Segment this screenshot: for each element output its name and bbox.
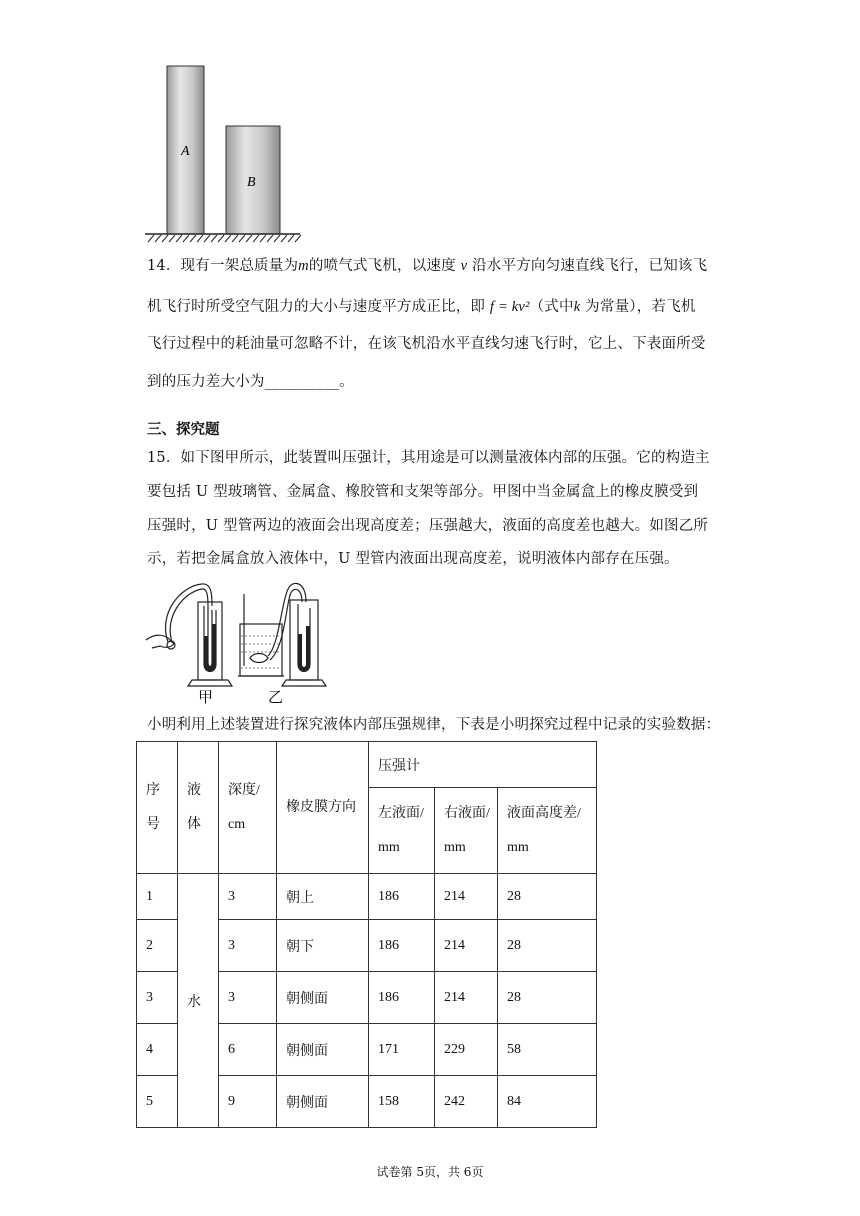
q14-line-2: 机飞行时所受空气阻力的大小与速度平方成正比，即 f = kv²（式中k 为常量），若飞机 xyxy=(147,299,696,315)
q14-line-4: 到的压力差大小为__________。 xyxy=(147,374,354,390)
q15-line-2: 要包括 U 型玻璃管、金属盒、橡胶管和支架等部分。甲图中当金属盒上的橡皮膜受到 xyxy=(147,484,699,500)
section-title: 三、探究题 xyxy=(147,421,220,438)
table-row: 1 水 3 朝上 186 214 28 xyxy=(137,874,597,920)
table-row: 3 3 朝侧面 186 214 28 xyxy=(137,972,597,1024)
header-depth: 深度/cm xyxy=(219,742,277,874)
label-jia: 甲 xyxy=(198,688,214,706)
q14-line-1: 14．现有一架总质量为m的喷气式飞机，以速度 v 沿水平方向匀速直线飞行，已知该飞 xyxy=(147,258,708,274)
formula: f = kv² xyxy=(489,299,530,315)
header-height-diff: 液面高度差/mm xyxy=(498,788,597,874)
ground-hatch xyxy=(148,235,301,242)
var-m: m xyxy=(298,258,309,274)
q14-line-3: 飞行过程中的耗油量可忽略不计，在该飞机沿水平直线匀速飞行时，它上、下表面所受 xyxy=(147,336,706,352)
header-left-level: 左液面/mm xyxy=(369,788,435,874)
header-liquid: 液体 xyxy=(178,742,219,874)
data-table xyxy=(136,741,597,1128)
table-row: 4 6 朝侧面 171 229 58 xyxy=(137,1024,597,1076)
label-a: A xyxy=(181,144,190,159)
q15-line-4: 示，若把金属盒放入液体中，U 型管内液面出现高度差，说明液体内部存在压强。 xyxy=(147,551,679,567)
liquid-cell: 水 xyxy=(178,874,219,1128)
header-direction: 橡皮膜方向 xyxy=(277,742,369,874)
header-right-level: 右液面/mm xyxy=(435,788,498,874)
header-index: 序号 xyxy=(137,742,178,874)
q15-line-3: 压强时，U 型管两边的液面会出现高度差；压强越大，液面的高度差也越大。如图乙所 xyxy=(147,518,709,534)
table-row: 5 9 朝侧面 158 242 84 xyxy=(137,1076,597,1128)
header-gauge: 压强计 xyxy=(369,742,597,788)
q15-line-1: 15．如下图甲所示，此装置叫压强计，其用途是可以测量液体内部的压强。它的构造主 xyxy=(147,450,710,466)
page-footer: 试卷第 5页，共 6页 xyxy=(376,1165,484,1179)
label-b: B xyxy=(247,175,256,190)
pressure-gauge-figure xyxy=(140,574,340,708)
table-row: 2 3 朝下 186 214 28 xyxy=(137,920,597,972)
rubber-tube-jia xyxy=(166,584,212,642)
var-k: k xyxy=(573,299,581,315)
var-v: v xyxy=(460,258,468,274)
table-intro: 小明利用上述装置进行探究液体内部压强规律，下表是小明探究过程中记录的实验数据： xyxy=(147,717,721,733)
cylinders-figure xyxy=(140,60,310,246)
label-yi: 乙 xyxy=(268,688,284,706)
